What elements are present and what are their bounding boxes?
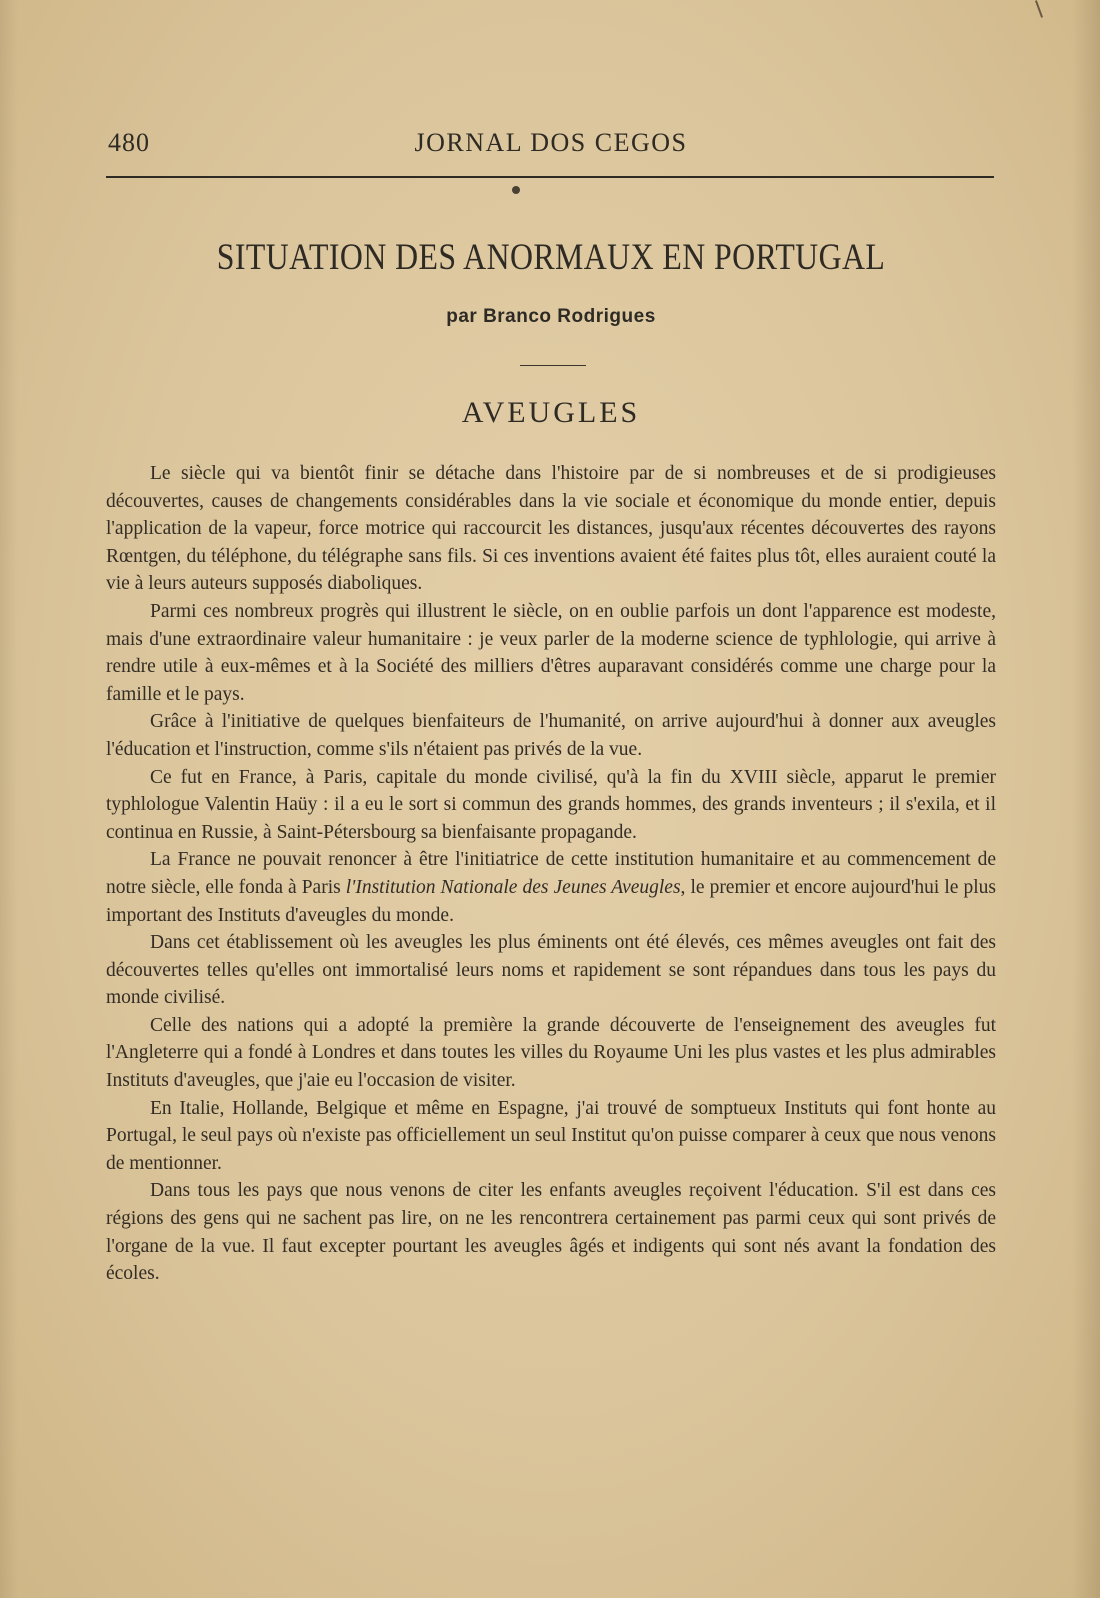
running-head	[108, 124, 994, 164]
section-title: AVEUGLES	[461, 396, 641, 429]
page-edge-shadow-right	[1072, 0, 1100, 1598]
paragraph: Ce fut en France, à Paris, capitale du monde civilisé, qu'à la fin du XVIII siècle, apparut le premier typhlologue Valentin Haüy : il a eu le sort si commun des grands hommes, des grands inventeurs ; il s'exila, et il continua en Russie, à Saint-Pétersbourg sa bienfaisante propagande.	[106, 766, 996, 843]
header-rule	[106, 176, 994, 178]
paragraph: Dans tous les pays que nous venons de citer les enfants aveugles reçoivent l'éducation. S'il est dans ces régions des gens qui ne sachent pas lire, on ne les rencontrera certainement pas parmi ceux qui sont privés de l'organe de la vue. Il faut excepter pourtant les aveugles âgés et indigents qui sont nés avant la fondation des écoles.	[106, 1180, 996, 1285]
paragraph-text: La France ne pouvait renoncer à être l'initiatrice de cette institution humanitaire et au commencement de notre siècle, elle fonda à Paris	[106, 849, 996, 898]
page-edge-shadow-left	[0, 0, 18, 1598]
corner-mark	[1035, 0, 1043, 18]
byline: par Branco Rodrigues	[446, 306, 656, 327]
paragraph: Grâce à l'initiative de quelques bienfaiteurs de l'humanité, on arrive aujourd'hui à donner aux aveugles l'éducation et l'instruction, comme s'ils n'étaient pas privés de la vue.	[106, 711, 996, 760]
paragraph: Dans cet établissement où les aveugles les plus éminents ont été élevés, ces mêmes aveugles ont fait des découvertes telles qu'elles ont immortalisé leurs noms et rapidement se sont répandues dans tous les pays du monde civilisé.	[106, 932, 996, 1009]
page-number: 480	[108, 128, 150, 157]
journal-title: JORNAL DOS CEGOS	[414, 128, 688, 157]
paragraph: En Italie, Hollande, Belgique et même en Espagne, j'ai trouvé de somptueux Instituts qui font honte au Portugal, le seul pays où n'existe pas officiellement un seul Institut qu'on puisse comparer à ceux que nous venons de mentionner.	[106, 1097, 996, 1174]
paragraph	[106, 846, 996, 929]
article-body	[106, 460, 996, 1288]
paragraph-text: , le premier et encore aujourd'hui le plus important des Instituts d'aveugles du monde.	[106, 876, 996, 926]
article-title: SITUATION DES ANORMAUX EN PORTUGAL	[216, 237, 886, 278]
paragraph: Le siècle qui va bientôt finir se détache dans l'histoire par de si nombreuses et de si prodigieuses découvertes, causes de changements considérables dans la vie sociale et économique du monde entier, depuis l'application de la vapeur, force motrice qui raccourcit les distances, jusqu'aux récentes découvertes des rayons Rœntgen, du téléphone, du télégraphe sans fils. Si ces inventions avaient été faites plus tôt, elles auraient couté la vie à leurs auteurs supposés diaboliques.	[106, 463, 996, 595]
institution-name: l'Institution Nationale des Jeunes Aveugles	[345, 876, 681, 898]
paragraph: Celle des nations qui a adopté la première la grande découverte de l'enseignement des aveugles fut l'Angleterre qui a fondé à Londres et dans toutes les villes du Royaume Uni les plus vastes et les plus admirables Instituts d'aveugles, que j'aie eu l'occasion de visiter.	[106, 1014, 996, 1092]
paragraph: Parmi ces nombreux progrès qui illustrent le siècle, on en oublie parfois un dont l'apparence est modeste, mais d'une extraordinaire valeur humanitaire : je veux parler de la moderne science de typhlologie, qui arrive à rendre utile à eux-mêmes et à la Société des milliers d'êtres auparavant considérés comme une charge pour la famille et le pays.	[106, 600, 996, 705]
ornament-dot	[512, 186, 520, 194]
title-divider-rule	[520, 365, 586, 366]
